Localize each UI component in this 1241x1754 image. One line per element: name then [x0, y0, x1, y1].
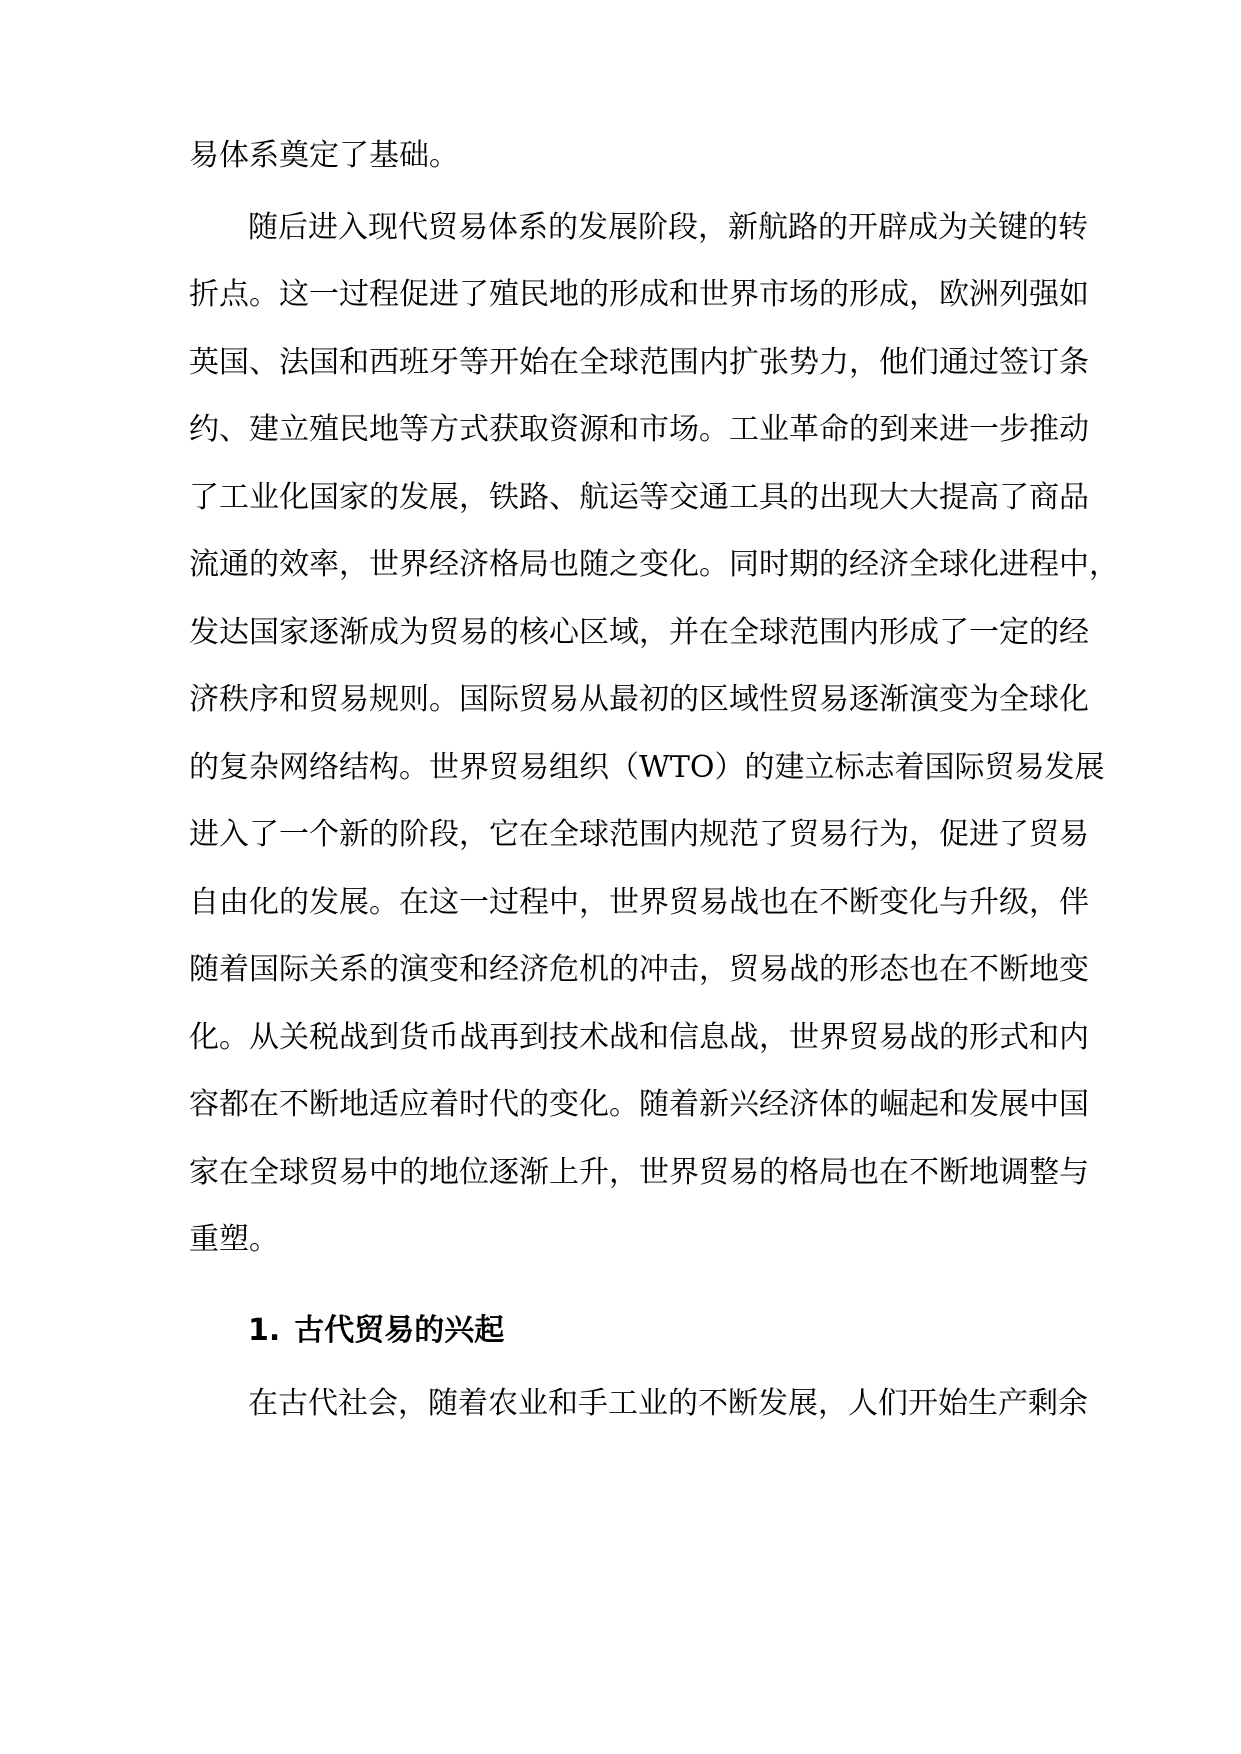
paragraph-line: 化。从关税战到货币战再到技术战和信息战，世界贸易战的形式和内 — [189, 1020, 1089, 1055]
paragraph-line: 随着国际关系的演变和经济危机的冲击，贸易战的形态也在不断地变 — [189, 952, 1089, 987]
paragraph-line: 家在全球贸易中的地位逐渐上升，世界贸易的格局也在不断地调整与 — [189, 1155, 1089, 1190]
section-title: 古代贸易的兴起 — [294, 1313, 505, 1348]
section-heading — [248, 1311, 504, 1351]
paragraph-line: 发达国家逐渐成为贸易的核心区域，并在全球范围内形成了一定的经 — [189, 615, 1089, 650]
paragraph-line: 了工业化国家的发展，铁路、航运等交通工具的出现大大提高了商品 — [189, 480, 1089, 515]
paragraph-line: 英国、法国和西班牙等开始在全球范围内扩张势力，他们通过签订条 — [189, 345, 1089, 380]
section-number: 1. — [248, 1313, 281, 1348]
paragraph-line: 济秩序和贸易规则。国际贸易从最初的区域性贸易逐渐演变为全球化 — [189, 682, 1089, 717]
paragraph-line: 流通的效率，世界经济格局也随之变化。同时期的经济全球化进程中， — [189, 547, 1119, 582]
paragraph-line: 重塑。 — [189, 1222, 279, 1257]
paragraph-line: 自由化的发展。在这一过程中，世界贸易战也在不断变化与升级，伴 — [189, 885, 1089, 920]
paragraph-line: 进入了一个新的阶段，它在全球范围内规范了贸易行为，促进了贸易 — [189, 817, 1089, 852]
paragraph-line: 容都在不断地适应着时代的变化。随着新兴经济体的崛起和发展中国 — [189, 1087, 1089, 1122]
paragraph-line: 约、建立殖民地等方式获取资源和市场。工业革命的到来进一步推动 — [189, 412, 1089, 447]
paragraph-line: 在古代社会，随着农业和手工业的不断发展，人们开始生产剩余 — [248, 1386, 1088, 1421]
paragraph-line: 的复杂网络结构。世界贸易组织（WTO）的建立标志着国际贸易发展 — [189, 750, 1105, 785]
paragraph-line: 易体系奠定了基础。 — [189, 138, 459, 173]
paragraph-line: 折点。这一过程促进了殖民地的形成和世界市场的形成，欧洲列强如 — [189, 277, 1089, 312]
paragraph-line: 随后进入现代贸易体系的发展阶段，新航路的开辟成为关键的转 — [248, 210, 1088, 245]
